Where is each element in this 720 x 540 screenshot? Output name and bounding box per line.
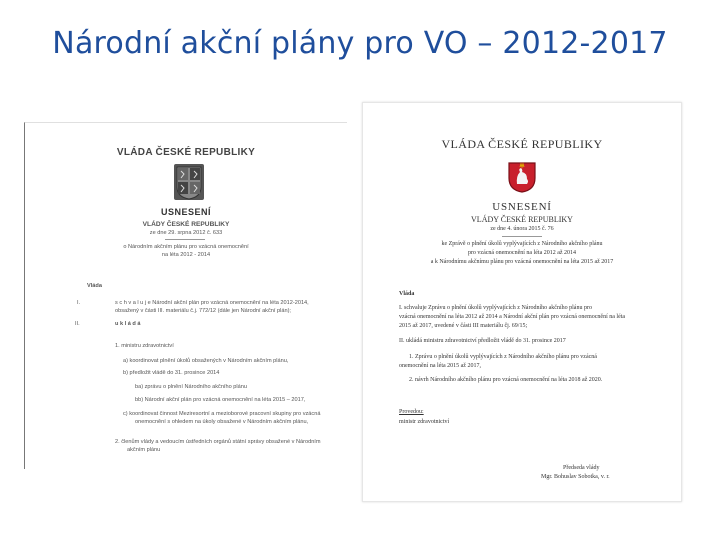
- divider: [502, 236, 542, 237]
- item-text: I. schvaluje Zprávu o plnění úkolů vyplývajících z Národního akčního plánu pro: [399, 305, 592, 311]
- item-text: bb) Národní akční plán pro vzácná onemocnění na léta 2015 – 2017,: [135, 397, 306, 403]
- item-text: vzácná onemocnění na léta 2012 až 2014 a Národní akční plán pro vzácná onemocnění na léta: [399, 314, 626, 320]
- item-text: a) koordinovat plnění úkolů obsažených v Národním akčním plánu,: [123, 358, 289, 364]
- item-text: akčním plánu: [127, 447, 161, 453]
- item-text: b) předložit vládě do 31. prosince 2014: [123, 370, 220, 376]
- vlada-label: Vláda: [87, 283, 102, 289]
- coat-of-arms-icon: [173, 163, 205, 201]
- resolution-document-2015: [362, 102, 682, 502]
- item-text: ba) zprávu o plnění Národního akčního plánu: [135, 384, 247, 390]
- item-text: onemocnění na léta 2015 až 2017,: [399, 363, 481, 369]
- item-number: I.: [77, 300, 81, 306]
- subject-line: pro vzácná onemocnění na léta 2012 až 2014: [467, 250, 577, 256]
- resolution-date-number: ze dne 4. února 2015 č. 76: [490, 226, 554, 232]
- item-text: obsažený v části III. materiálu č.j. 772/12 (dále jen Národní akční plán);: [115, 308, 291, 314]
- item-text: 2. členům vlády a vedoucím ústředních orgánů státní správy obsažené v Národním: [115, 439, 321, 445]
- subject-line: na léta 2012 - 2014: [161, 252, 211, 258]
- coat-of-arms-icon: [506, 160, 538, 194]
- item-text: onemocnění s ohledem na úkoly obsažené v Národním akčním plánu,: [135, 419, 309, 425]
- slide-title: Národní akční plány pro VO – 2012-2017: [52, 26, 668, 61]
- government-line: VLÁDY ČESKÉ REPUBLIKY: [142, 221, 230, 228]
- provedou-label: Provedou:: [399, 409, 424, 415]
- chair-title: Předseda vlády: [563, 465, 600, 471]
- item-text: II. ukládá ministru zdravotnictví předložit vládě do 31. prosince 2017: [399, 338, 566, 344]
- divider: [165, 239, 205, 240]
- item-text: 2. návrh Národního akčního plánu pro vzácná onemocnění na léta 2018 až 2020.: [409, 377, 603, 383]
- resolution-title: USNESENÍ: [492, 201, 552, 213]
- resolution-title: USNESENÍ: [160, 207, 211, 217]
- item-number: II.: [75, 321, 80, 327]
- subject-line: a k Národnímu akčnímu plánu pro vzácná onemocnění na léta 2015 až 2017: [430, 259, 614, 265]
- chair-name: Mgr. Bohuslav Sobotka, v. r.: [541, 474, 610, 480]
- document-header: VLÁDA ČESKÉ REPUBLIKY: [116, 147, 256, 158]
- resolution-date-number: ze dne 29. srpna 2012 č. 633: [149, 230, 223, 236]
- item-text: 2015 až 2017, uvedené v části III materiálu čj. 69/15;: [399, 323, 528, 329]
- government-line: VLÁDY ČESKÉ REPUBLIKY: [471, 215, 573, 224]
- item-text: 1. ministru zdravotnictví: [115, 343, 174, 349]
- subject-line: o Národním akčním plánu pro vzácná onemocnění: [123, 244, 249, 250]
- subject-line: ke Zprávě o plnění úkolů vyplývajících z Národního akčního plánu: [441, 241, 603, 247]
- item-text: 1. Zprávu o plnění úkolů vyplývajících z Národního akčního plánu pro vzácná: [409, 354, 597, 360]
- item-text: u k l á d á: [115, 321, 141, 327]
- item-text: c) koordinovat činnost Meziresortní a mezioborové pracovní skupiny pro vzácná: [123, 411, 321, 417]
- provedou-who: ministr zdravotnictví: [399, 419, 450, 425]
- vlada-label: Vláda: [399, 291, 415, 297]
- resolution-document-2012: [24, 122, 347, 469]
- item-text: s c h v a l u j e Národní akční plán pro vzácná onemocnění na léta 2012-2014,: [115, 300, 309, 306]
- document-header: VLÁDA ČESKÉ REPUBLIKY: [441, 137, 603, 151]
